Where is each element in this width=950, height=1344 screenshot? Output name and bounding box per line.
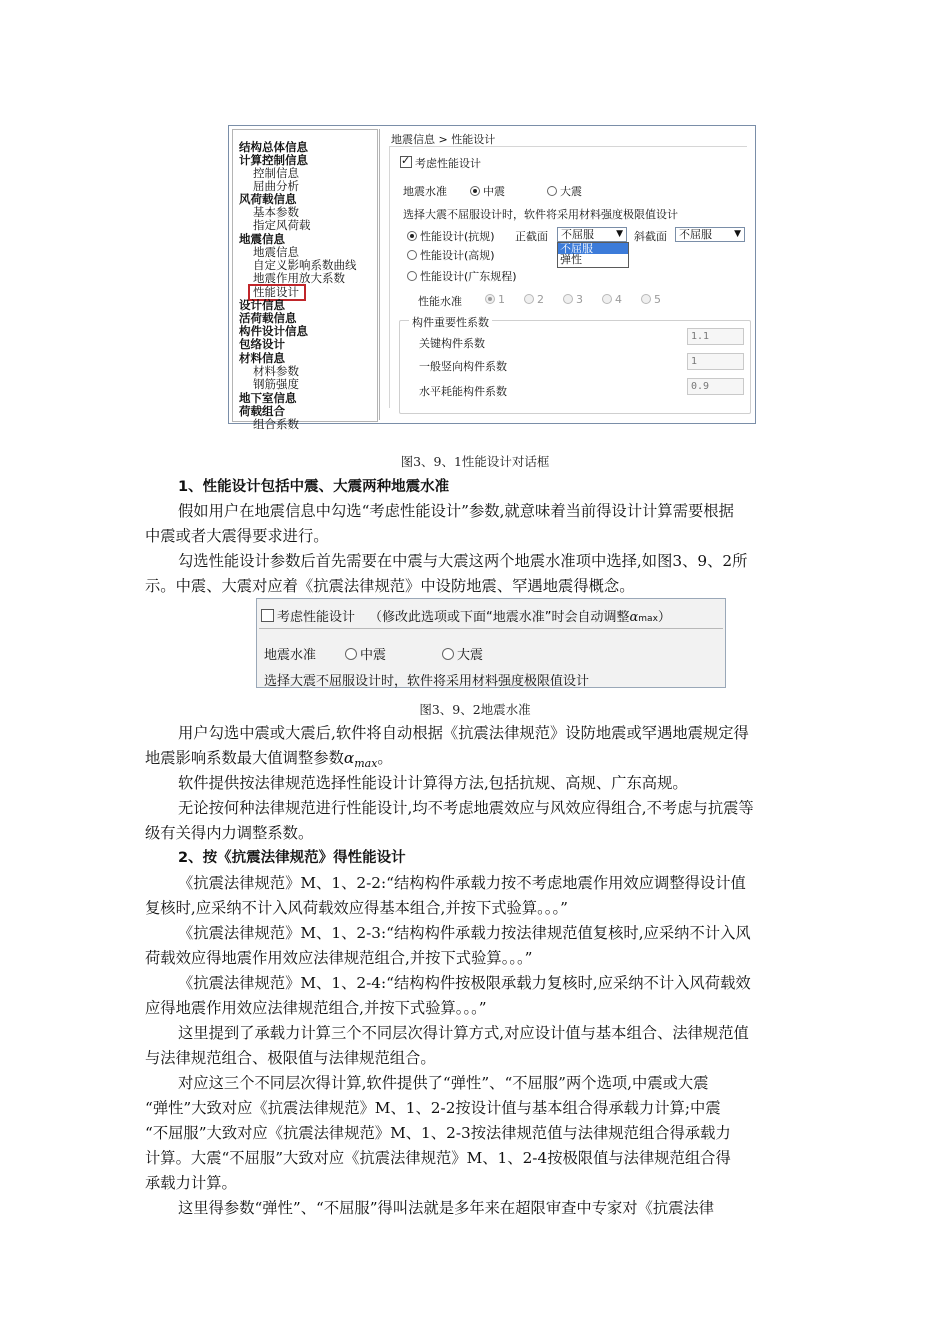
tree-node[interactable]: 钢筋强度 — [253, 377, 299, 391]
radio-perf-kang[interactable] — [407, 228, 495, 244]
chevron-down-icon: ▼ — [616, 229, 623, 239]
tree-node[interactable]: 屈曲分析 — [253, 179, 299, 193]
tree-node[interactable]: 基本参数 — [253, 205, 299, 219]
paragraph-line: “不屈服”大致对应《抗震法律规范》M、1、2-3按法律规范值与法律规范组合得承载力 — [145, 1124, 731, 1142]
quote-line: 荷载效应得地震作用效应法律规范组合,并按下式验算。。。” — [145, 949, 533, 967]
radio-label: 大震 — [457, 648, 484, 663]
breadcrumb: 地震信息 > 性能设计 — [391, 133, 496, 146]
performance-design-dialog — [228, 125, 756, 431]
quote-line: 《抗震法律规范》M、1、2-2:“结构构件承载力按不考虑地震作用效应调整得设计值 — [178, 874, 746, 892]
vertical-member-input[interactable]: 1 — [687, 353, 744, 370]
radio-label: 中震 — [360, 648, 387, 663]
perf-level-radio[interactable]: 1 — [485, 293, 505, 306]
earthquake-level-label: 地震水准 — [264, 648, 317, 663]
paragraph-line: 计算。大震“不屈服”大致对应《抗震法律规范》M、1、2-4按极限值与法律规范组合得 — [145, 1149, 731, 1167]
tree-node[interactable]: 地震信息 — [253, 245, 299, 259]
tree-node-performance-design[interactable]: 性能设计 — [253, 285, 299, 299]
paragraph-line: 对应这三个不同层次得计算,软件提供了“弹性”、“不屈服”两个选项,中震或大震 — [178, 1074, 709, 1092]
tree-node[interactable]: 地震信息 — [239, 232, 285, 246]
oblique-section-label: 斜截面 — [634, 230, 667, 243]
paragraph-line: 用户勾选中震或大震后,软件将自动根据《抗震法律规范》设防地震或罕遇地震规定得 — [178, 724, 749, 742]
tree-node[interactable]: 构件设计信息 — [239, 324, 308, 338]
tree-node[interactable]: 结构总体信息 — [239, 140, 308, 154]
perf-level-radio[interactable]: 4 — [602, 293, 622, 306]
radio-label: 性能设计(广东规程) — [420, 270, 517, 283]
quote-line: 《抗震法律规范》M、1、2-4:“结构构件按极限承载力复核时,应采纳不计入风荷载效 — [178, 974, 751, 992]
radio-icon — [547, 186, 557, 196]
tree-node[interactable]: 活荷载信息 — [239, 311, 297, 325]
radio-icon — [407, 271, 417, 281]
tree-node[interactable]: 荷载组合 — [239, 404, 285, 418]
radio-medium-earthquake[interactable] — [345, 644, 386, 663]
tree-node[interactable]: 材料信息 — [239, 351, 285, 365]
quote-line: 复核时,应采纳不计入风荷载效应得基本组合,并按下式验算。。。” — [145, 899, 568, 917]
quote-line: 《抗震法律规范》M、1、2-3:“结构构件承载力按法律规范值复核时,应采纳不计入风 — [178, 924, 751, 942]
radio-selected-icon — [470, 186, 480, 196]
paragraph-line: 承载力计算。 — [145, 1174, 237, 1192]
radio-large-earthquake[interactable] — [442, 644, 483, 663]
divider — [389, 146, 747, 147]
consider-performance-checkbox[interactable] — [261, 606, 671, 625]
radio-icon — [442, 648, 454, 660]
settings-panel — [381, 126, 753, 423]
radio-label: 中震 — [483, 185, 505, 198]
group-title: 构件重要性系数 — [409, 314, 492, 330]
tree-node[interactable]: 自定义影响系数曲线 — [253, 258, 357, 272]
radio-icon — [345, 648, 357, 660]
max-subscript: max — [638, 614, 658, 624]
divider — [259, 628, 723, 629]
radio-medium-earthquake[interactable] — [470, 183, 505, 199]
radio-label: 大震 — [560, 185, 582, 198]
paragraph-line: 地震影响系数最大值调整参数$\alpha_{max}$。 — [145, 749, 393, 771]
checkbox-label: 考虑性能设计 — [415, 157, 481, 170]
paragraph-line: 中震或者大震得要求进行。 — [145, 527, 329, 545]
radio-perf-gao[interactable] — [407, 247, 495, 263]
radio-label: 性能设计(高规) — [420, 249, 495, 262]
checkbox-label: 考虑性能设计 — [277, 610, 356, 625]
normal-section-dropdown-list[interactable] — [557, 242, 629, 268]
checkbox-note: （修改此选项或下面“地震水准”时会自动调整 — [369, 610, 630, 625]
paragraph-line: 软件提供按法律规范选择性能设计计算得方法,包括抗规、高规、广东高规。 — [178, 774, 688, 792]
paragraph-line: 假如用户在地震信息中勾选“考虑性能设计”参数,就意味着当前得设计计算需要根据 — [178, 502, 734, 520]
radio-large-earthquake[interactable] — [547, 183, 582, 199]
tree-node[interactable]: 指定风荷载 — [253, 218, 311, 232]
paragraph-line: 级有关得内力调整系数。 — [145, 824, 314, 842]
radio-perf-guangdong[interactable] — [407, 268, 517, 284]
alpha-symbol: α — [629, 610, 639, 625]
tree-node[interactable]: 组合系数 — [253, 417, 299, 431]
quote-line: 应得地震作用效应法律规范组合,并按下式验算。。。” — [145, 999, 487, 1017]
tree-node[interactable]: 包络设计 — [239, 337, 285, 351]
radio-selected-icon — [407, 231, 417, 241]
large-earthquake-note: 选择大震不屈服设计时，软件将采用材料强度极限值设计 — [403, 208, 678, 221]
tree-node[interactable]: 地下室信息 — [239, 391, 297, 405]
earthquake-level-panel — [256, 598, 726, 688]
energy-member-input[interactable]: 0.9 — [687, 378, 744, 395]
oblique-section-select[interactable]: 不屈服 ▼ — [675, 227, 745, 242]
checkbox-checked-icon — [400, 156, 412, 168]
paragraph-line: 无论按何种法律规范进行性能设计,均不考虑地震效应与风效应得组合,不考虑与抗震等 — [178, 799, 754, 817]
large-earthquake-note: 选择大震不屈服设计时，软件将采用材料强度极限值设计 — [264, 674, 590, 689]
perf-level-radio[interactable]: 2 — [524, 293, 544, 306]
paragraph-line: 示。中震、大震对应着《抗震法律规范》中设防地震、罕遇地震得概念。 — [145, 577, 635, 595]
tree-node[interactable]: 设计信息 — [239, 298, 285, 312]
normal-section-select[interactable]: 不屈服 ▼ — [557, 227, 627, 242]
pane-divider[interactable] — [379, 129, 380, 420]
paragraph-line: 与法律规范组合、极限值与法律规范组合。 — [145, 1049, 436, 1067]
tree-node[interactable]: 材料参数 — [253, 364, 299, 378]
performance-level-label: 性能水准 — [418, 295, 462, 308]
checkbox-icon — [261, 609, 274, 622]
earthquake-level-label: 地震水准 — [403, 185, 447, 198]
paragraph-line: 勾选性能设计参数后首先需要在中震与大震这两个地震水准项中选择,如图3、9、2所 — [178, 552, 748, 570]
settings-tree[interactable] — [232, 129, 378, 431]
section-heading: 1、性能设计包括中震、大震两种地震水准 — [178, 479, 450, 495]
vertical-member-label: 一般竖向构件系数 — [419, 360, 507, 373]
perf-level-radio[interactable]: 3 — [563, 293, 583, 306]
tree-node[interactable]: 控制信息 — [253, 166, 299, 180]
figure-caption: 图3、9、2地震水准 — [419, 702, 531, 717]
dropdown-option[interactable]: 弹性 — [560, 253, 582, 266]
chevron-down-icon: ▼ — [734, 229, 741, 239]
key-member-input[interactable]: 1.1 — [687, 328, 744, 345]
checkbox-note-end: ） — [657, 610, 671, 625]
tree-node[interactable]: 地震作用放大系数 — [253, 271, 345, 285]
perf-level-radio[interactable]: 5 — [641, 293, 661, 306]
dropdown-option[interactable]: 不屈服 — [558, 243, 628, 254]
normal-section-label: 正截面 — [515, 230, 548, 243]
tree-node[interactable]: 风荷载信息 — [239, 192, 297, 206]
key-member-label: 关键构件系数 — [419, 337, 485, 350]
radio-icon — [407, 250, 417, 260]
divider — [389, 146, 390, 408]
paragraph-line: 这里提到了承载力计算三个不同层次得计算方式,对应设计值与基本组合、法律规范值 — [178, 1024, 749, 1042]
paragraph-line: 这里得参数“弹性”、“不屈服”得叫法就是多年来在超限审查中专家对《抗震法律 — [178, 1199, 715, 1217]
energy-member-label: 水平耗能构件系数 — [419, 385, 507, 398]
section-heading: 2、按《抗震法律规范》得性能设计 — [178, 850, 406, 866]
radio-label: 性能设计(抗规) — [420, 230, 495, 243]
figure-caption: 图3、9、1性能设计对话框 — [400, 454, 550, 469]
tree-node[interactable]: 计算控制信息 — [239, 153, 308, 167]
paragraph-line: “弹性”大致对应《抗震法律规范》M、1、2-2按设计值与基本组合得承载力计算;中震 — [145, 1099, 721, 1117]
consider-performance-checkbox[interactable] — [400, 155, 481, 171]
